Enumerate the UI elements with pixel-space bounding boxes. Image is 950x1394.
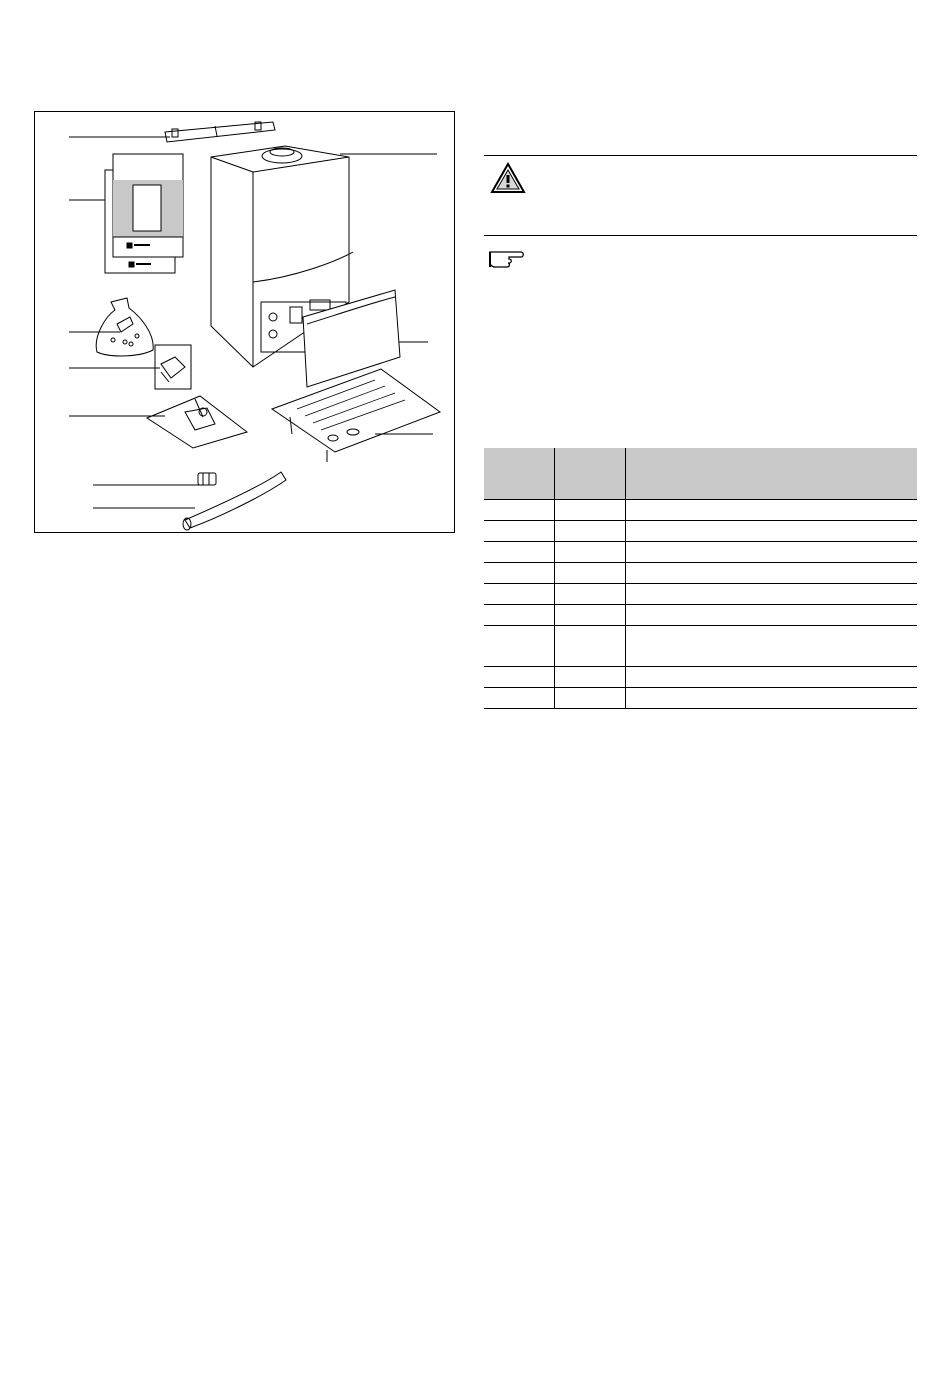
- mounting-bracket: [165, 122, 275, 142]
- scope-of-delivery-figure: [34, 111, 455, 533]
- manuals: [105, 154, 183, 273]
- table-header-row: [484, 448, 917, 500]
- installation-template: [147, 396, 247, 448]
- table-row: [484, 542, 917, 563]
- table-cell: [555, 605, 626, 626]
- table-cell: [484, 605, 555, 626]
- table-cell: [626, 521, 918, 542]
- table-cell: [555, 521, 626, 542]
- table-cell: [555, 500, 626, 521]
- table-row: [484, 688, 917, 709]
- connector-fitting: [198, 473, 216, 485]
- scope-of-delivery-table: [484, 448, 917, 709]
- table-header-cell: [484, 448, 555, 500]
- table-cell: [555, 667, 626, 688]
- table-header-cell: [555, 448, 626, 500]
- pointing-hand-icon: [487, 248, 525, 270]
- table-cell: [484, 563, 555, 584]
- table-cell: [555, 626, 626, 667]
- table-cell: [626, 500, 918, 521]
- table-row: [484, 584, 917, 605]
- small-packet: [155, 345, 191, 389]
- table-row: [484, 563, 917, 584]
- table-cell: [626, 667, 918, 688]
- table-cell: [626, 542, 918, 563]
- table-cell: [484, 626, 555, 667]
- table-row: [484, 667, 917, 688]
- table-cell: [555, 688, 626, 709]
- table-cell: [484, 542, 555, 563]
- scope-of-delivery-illustration: [35, 112, 456, 534]
- table-cell: [555, 542, 626, 563]
- table-cell: [484, 500, 555, 521]
- table-cell: [484, 584, 555, 605]
- table-cell: [484, 688, 555, 709]
- table-cell: [626, 563, 918, 584]
- warning-rule-bottom: [484, 235, 917, 236]
- base-plate: [272, 369, 440, 462]
- fixings-bag: [96, 298, 153, 356]
- table-header-cell: [626, 448, 918, 500]
- table-cell: [626, 626, 918, 667]
- table-row: [484, 521, 917, 542]
- table-cell: [626, 584, 918, 605]
- table-cell: [626, 605, 918, 626]
- table-cell: [484, 521, 555, 542]
- table-cell: [626, 688, 918, 709]
- table-cell: [555, 563, 626, 584]
- table-cell: [555, 584, 626, 605]
- table-row: [484, 605, 917, 626]
- warning-rule-top: [484, 155, 917, 156]
- table-row: [484, 626, 917, 667]
- warning-triangle-icon: [490, 162, 526, 194]
- table-row: [484, 500, 917, 521]
- table-cell: [484, 667, 555, 688]
